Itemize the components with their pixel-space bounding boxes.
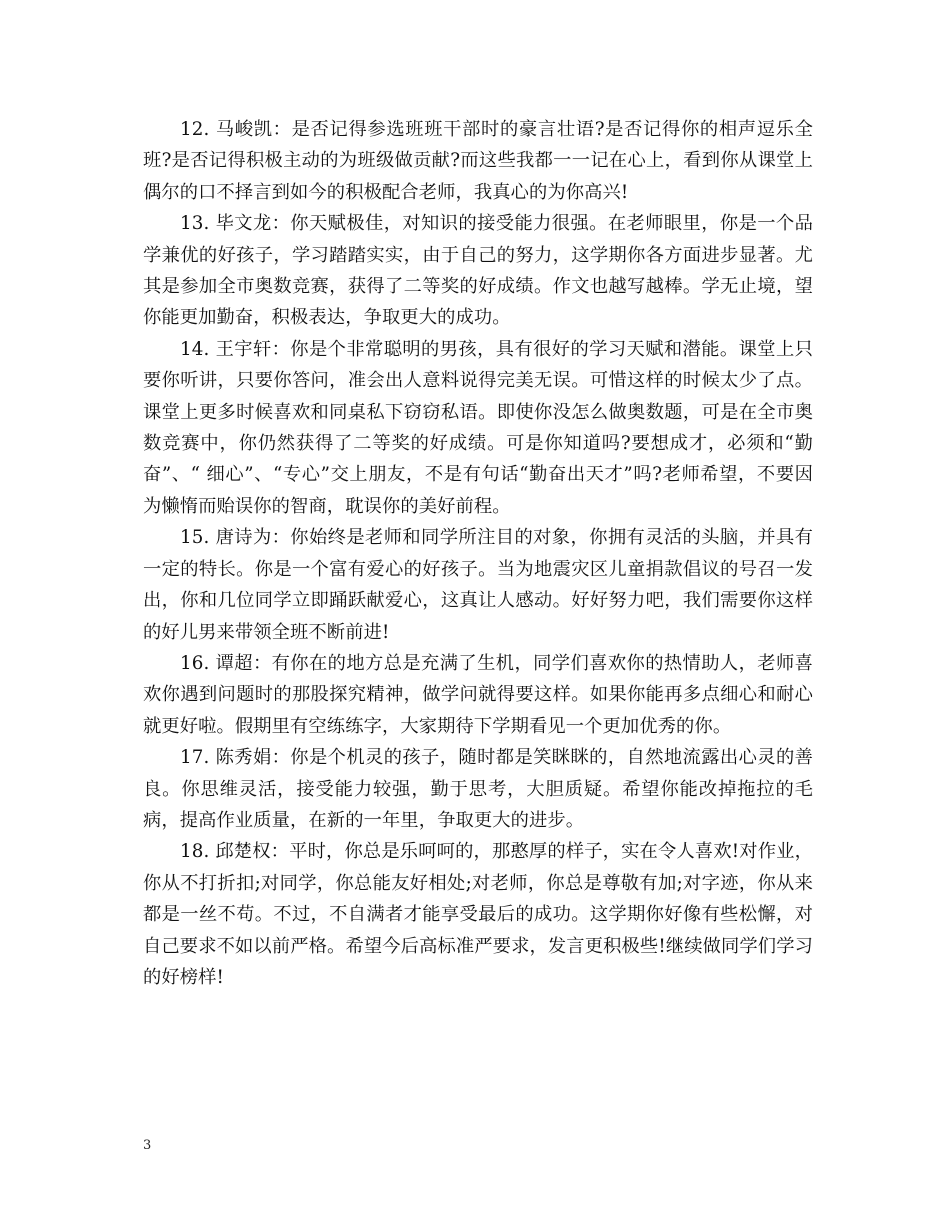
comment-paragraph-14 [143, 334, 813, 522]
paragraph-text: 16. 谭超：有你在的地方总是充满了生机，同学们喜欢你的热情助人，老师喜欢你遇到问题时的那股探究精神，做学问就得要这样。如果你能再多点细心和耐心就更好啦。假期里有空练练字，大家期待下学期看见一个更加优秀的你。 [143, 652, 813, 737]
comment-paragraph-15 [143, 522, 813, 648]
comment-paragraph-17 [143, 742, 813, 836]
paragraph-text: 14. 王宇轩：你是个非常聪明的男孩，具有很好的学习天赋和潜能。课堂上只要你听讲，只要你答问，准会出人意料说得完美无误。可惜这样的时候太少了点。课堂上更多时候喜欢和同桌私下窃窃私语。即使你没怎么做奥数题，可是在全市奥数竞赛中，你仍然获得了二等奖的好成绩。可是你知道吗?要想成才，必须和“勤奋”、“ 细心”、“专心”交上朋友，不是有句话“勤奋出天才”吗?老师希望，不要因为懒惰而贻误你的智商，耽误你的美好前程。 [143, 338, 813, 517]
comment-paragraph-18 [143, 836, 813, 993]
paragraph-text: 13. 毕文龙：你天赋极佳，对知识的接受能力很强。在老师眼里，你是一个品学兼优的好孩子，学习踏踏实实，由于自己的努力，这学期你各方面进步显著。尤其是参加全市奥数竞赛，获得了二等奖的好成绩。作文也越写越棒。学无止境，望你能更加勤奋，积极表达，争取更大的成功。 [143, 213, 813, 329]
document-body [143, 114, 813, 993]
comment-paragraph-16 [143, 648, 813, 742]
paragraph-text: 12. 马峻凯：是否记得参选班班干部时的豪言壮语?是否记得你的相声逗乐全班?是否记得积极主动的为班级做贡献?而这些我都一一记在心上，看到你从课堂上偶尔的口不择言到如今的积极配合老师，我真心的为你高兴! [143, 119, 813, 203]
page-number: 3 [143, 1138, 152, 1153]
paragraph-text: 17. 陈秀娟：你是个机灵的孩子，随时都是笑眯眯的，自然地流露出心灵的善良。你思维灵活，接受能力较强，勤于思考，大胆质疑。希望你能改掉拖拉的毛病，提高作业质量，在新的一年里，争取更大的进步。 [143, 747, 813, 831]
paragraph-text: 18. 邱楚权：平时，你总是乐呵呵的，那憨厚的样子，实在令人喜欢!对作业，你从不打折扣;对同学，你总能友好相处;对老师，你总是尊敬有加;对字迹，你从来都是一丝不苟。不过，不自满者才能享受最后的成功。这学期你好像有些松懈，对自己要求不如以前严格。希望今后高标准严要求，发言更积极些!继续做同学们学习的好榜样! [143, 841, 813, 988]
comment-paragraph-12 [143, 114, 813, 208]
comment-paragraph-13 [143, 208, 813, 334]
paragraph-text: 15. 唐诗为：你始终是老师和同学所注目的对象，你拥有灵活的头脑，并具有一定的特长。你是一个富有爱心的好孩子。当为地震灾区儿童捐款倡议的号召一发出，你和几位同学立即踊跃献爱心，这真让人感动。好好努力吧，我们需要你这样的好儿男来带领全班不断前进! [143, 527, 813, 643]
